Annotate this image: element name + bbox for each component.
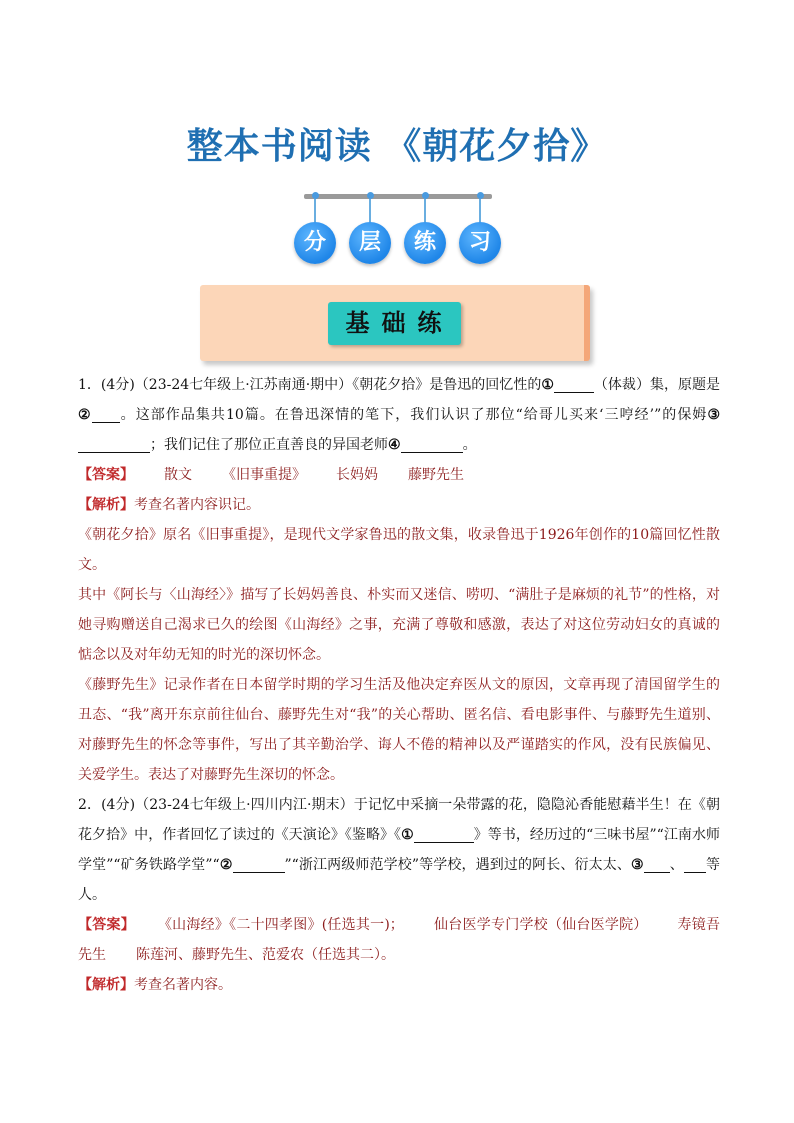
q1-blank-3[interactable] (78, 434, 150, 453)
q1-stem-c: 。这部作品集共10篇。在鲁迅深情的笔下，我们认识了那位“给哥儿买来‘三哼经’”的保姆 (119, 407, 708, 423)
q1-analysis-paragraph: 其中《阿长与〈山海经〉》描写了长妈妈善良、朴实而又迷信、唠叨、“满肚子是麻烦的礼节”的性格，对她寻购赠送自己渴求已久的绘图《山海经》之事，充满了尊敬和感激，表达了对这位劳动妇女的真诚的惦念以及对年幼无知的时光的深切怀念。 (78, 587, 720, 663)
decor-dot (422, 192, 429, 199)
q1-marker-1: ① (541, 377, 554, 393)
q2-blank-1[interactable] (414, 824, 474, 843)
q2-answer-4: 陈莲河、藤野先生、范爱农（任选其二）。 (136, 947, 395, 963)
q2-marker-1: ① (401, 827, 414, 843)
banner-label: 基础练 (345, 309, 454, 337)
q2-blank-3[interactable] (644, 854, 670, 873)
q2-stem-c: ”“浙江两级师范学校”等学校，遇到过的阿长、衍太太、 (284, 857, 631, 873)
decor-dot (477, 192, 484, 199)
q1-analysis-paragraph: 《朝花夕拾》原名《旧事重提》，是现代文学家鲁迅的散文集，收录鲁迅于1926年创作的10篇回忆性散文。 (78, 527, 720, 573)
level-banner (200, 285, 590, 361)
q2-marker-2: ② (219, 857, 233, 873)
q1-answer-3: 长妈妈 (336, 467, 378, 483)
question-1-stem (78, 370, 720, 460)
q2-stem-b: 》等书，经历过的“三味书屋”“江南水师学堂”“矿务铁路学堂”“ (78, 827, 720, 873)
q1-marker-4: ④ (388, 437, 401, 453)
banner-edge (584, 285, 590, 361)
q1-blank-4[interactable] (401, 434, 463, 453)
q1-marker-2: ② (78, 407, 92, 423)
q1-analysis-lead: 考查名著内容识记。 (134, 497, 260, 513)
q1-answer-2: 《旧事重提》 (222, 467, 306, 483)
section-circle-lian: 练 (404, 222, 446, 264)
q2-stem-d: 、 (669, 857, 684, 873)
answer-label: 【答案】 (78, 467, 134, 483)
q2-blank-2[interactable] (233, 854, 285, 873)
q2-stem-e: 等人。 (78, 857, 720, 903)
question-content (78, 370, 720, 1000)
q2-answer-1: 《山海经》《二十四孝图》(任选其一)； (164, 917, 404, 933)
q1-analysis-paragraph: 《藤野先生》记录作者在日本留学时期的学习生活及他决定弃医从文的原因，文章再现了清国留学生的丑态、“我”离开东京前往仙台、藤野先生对“我”的关心帮助、匿名信、看电影事件、与藤野先生道别、对藤野先生的怀念等事件，写出了其辛勤治学、诲人不倦的精神以及严谨踏实的作风，没有民族偏见、关爱学生。表达了对藤野先生深切的怀念。 (78, 677, 720, 783)
q2-marker-3: ③ (630, 857, 644, 873)
analysis-label: 【解析】 (78, 977, 134, 993)
q1-stem-b: （体裁）集，原题是 (593, 377, 720, 393)
q1-stem-a: 1．(4分)（23-24七年级上·江苏南通·期中）《朝花夕拾》是鲁迅的回忆性的 (78, 377, 542, 393)
page-title: 整本书阅读 《朝花夕拾》 (186, 126, 608, 167)
q1-stem-e: 。 (462, 437, 477, 453)
question-1-analysis (78, 490, 720, 520)
q1-blank-2[interactable] (92, 404, 120, 423)
q2-analysis-lead: 考查名著内容。 (134, 977, 232, 993)
decor-dot (312, 192, 319, 199)
question-2-stem (78, 790, 720, 910)
banner-label-box (328, 302, 461, 345)
question-2-answer (78, 910, 720, 970)
q2-blank-4[interactable] (684, 854, 706, 873)
analysis-label: 【解析】 (78, 497, 134, 513)
question-2-analysis (78, 970, 720, 1000)
answer-label: 【答案】 (78, 917, 135, 933)
q2-stem-a: 2．(4分)（23-24七年级上·四川内江·期末）于记忆中采摘一朵带露的花，隐隐沁香能慰藉半生！在《朝花夕拾》中，作者回忆了读过的《天演论》《鉴略》《 (78, 797, 720, 843)
section-circle-xi: 习 (459, 222, 501, 264)
section-circle-fen: 分 (294, 222, 336, 264)
q1-answer-1: 散文 (164, 467, 192, 483)
q1-stem-d: ；我们记住了那位正直善良的异国老师 (150, 437, 388, 453)
decor-dot (367, 192, 374, 199)
q2-answer-2: 仙台医学专门学校（仙台医学院） (433, 917, 648, 933)
question-1-answer (78, 460, 720, 490)
q1-answer-4: 藤野先生 (408, 467, 464, 483)
q1-blank-1[interactable] (554, 374, 594, 393)
decor-rail (304, 194, 492, 199)
q2-answer-3: 寿镜吾先生 (78, 917, 720, 963)
q1-marker-3: ③ (707, 407, 720, 423)
section-circle-ceng: 层 (349, 222, 391, 264)
